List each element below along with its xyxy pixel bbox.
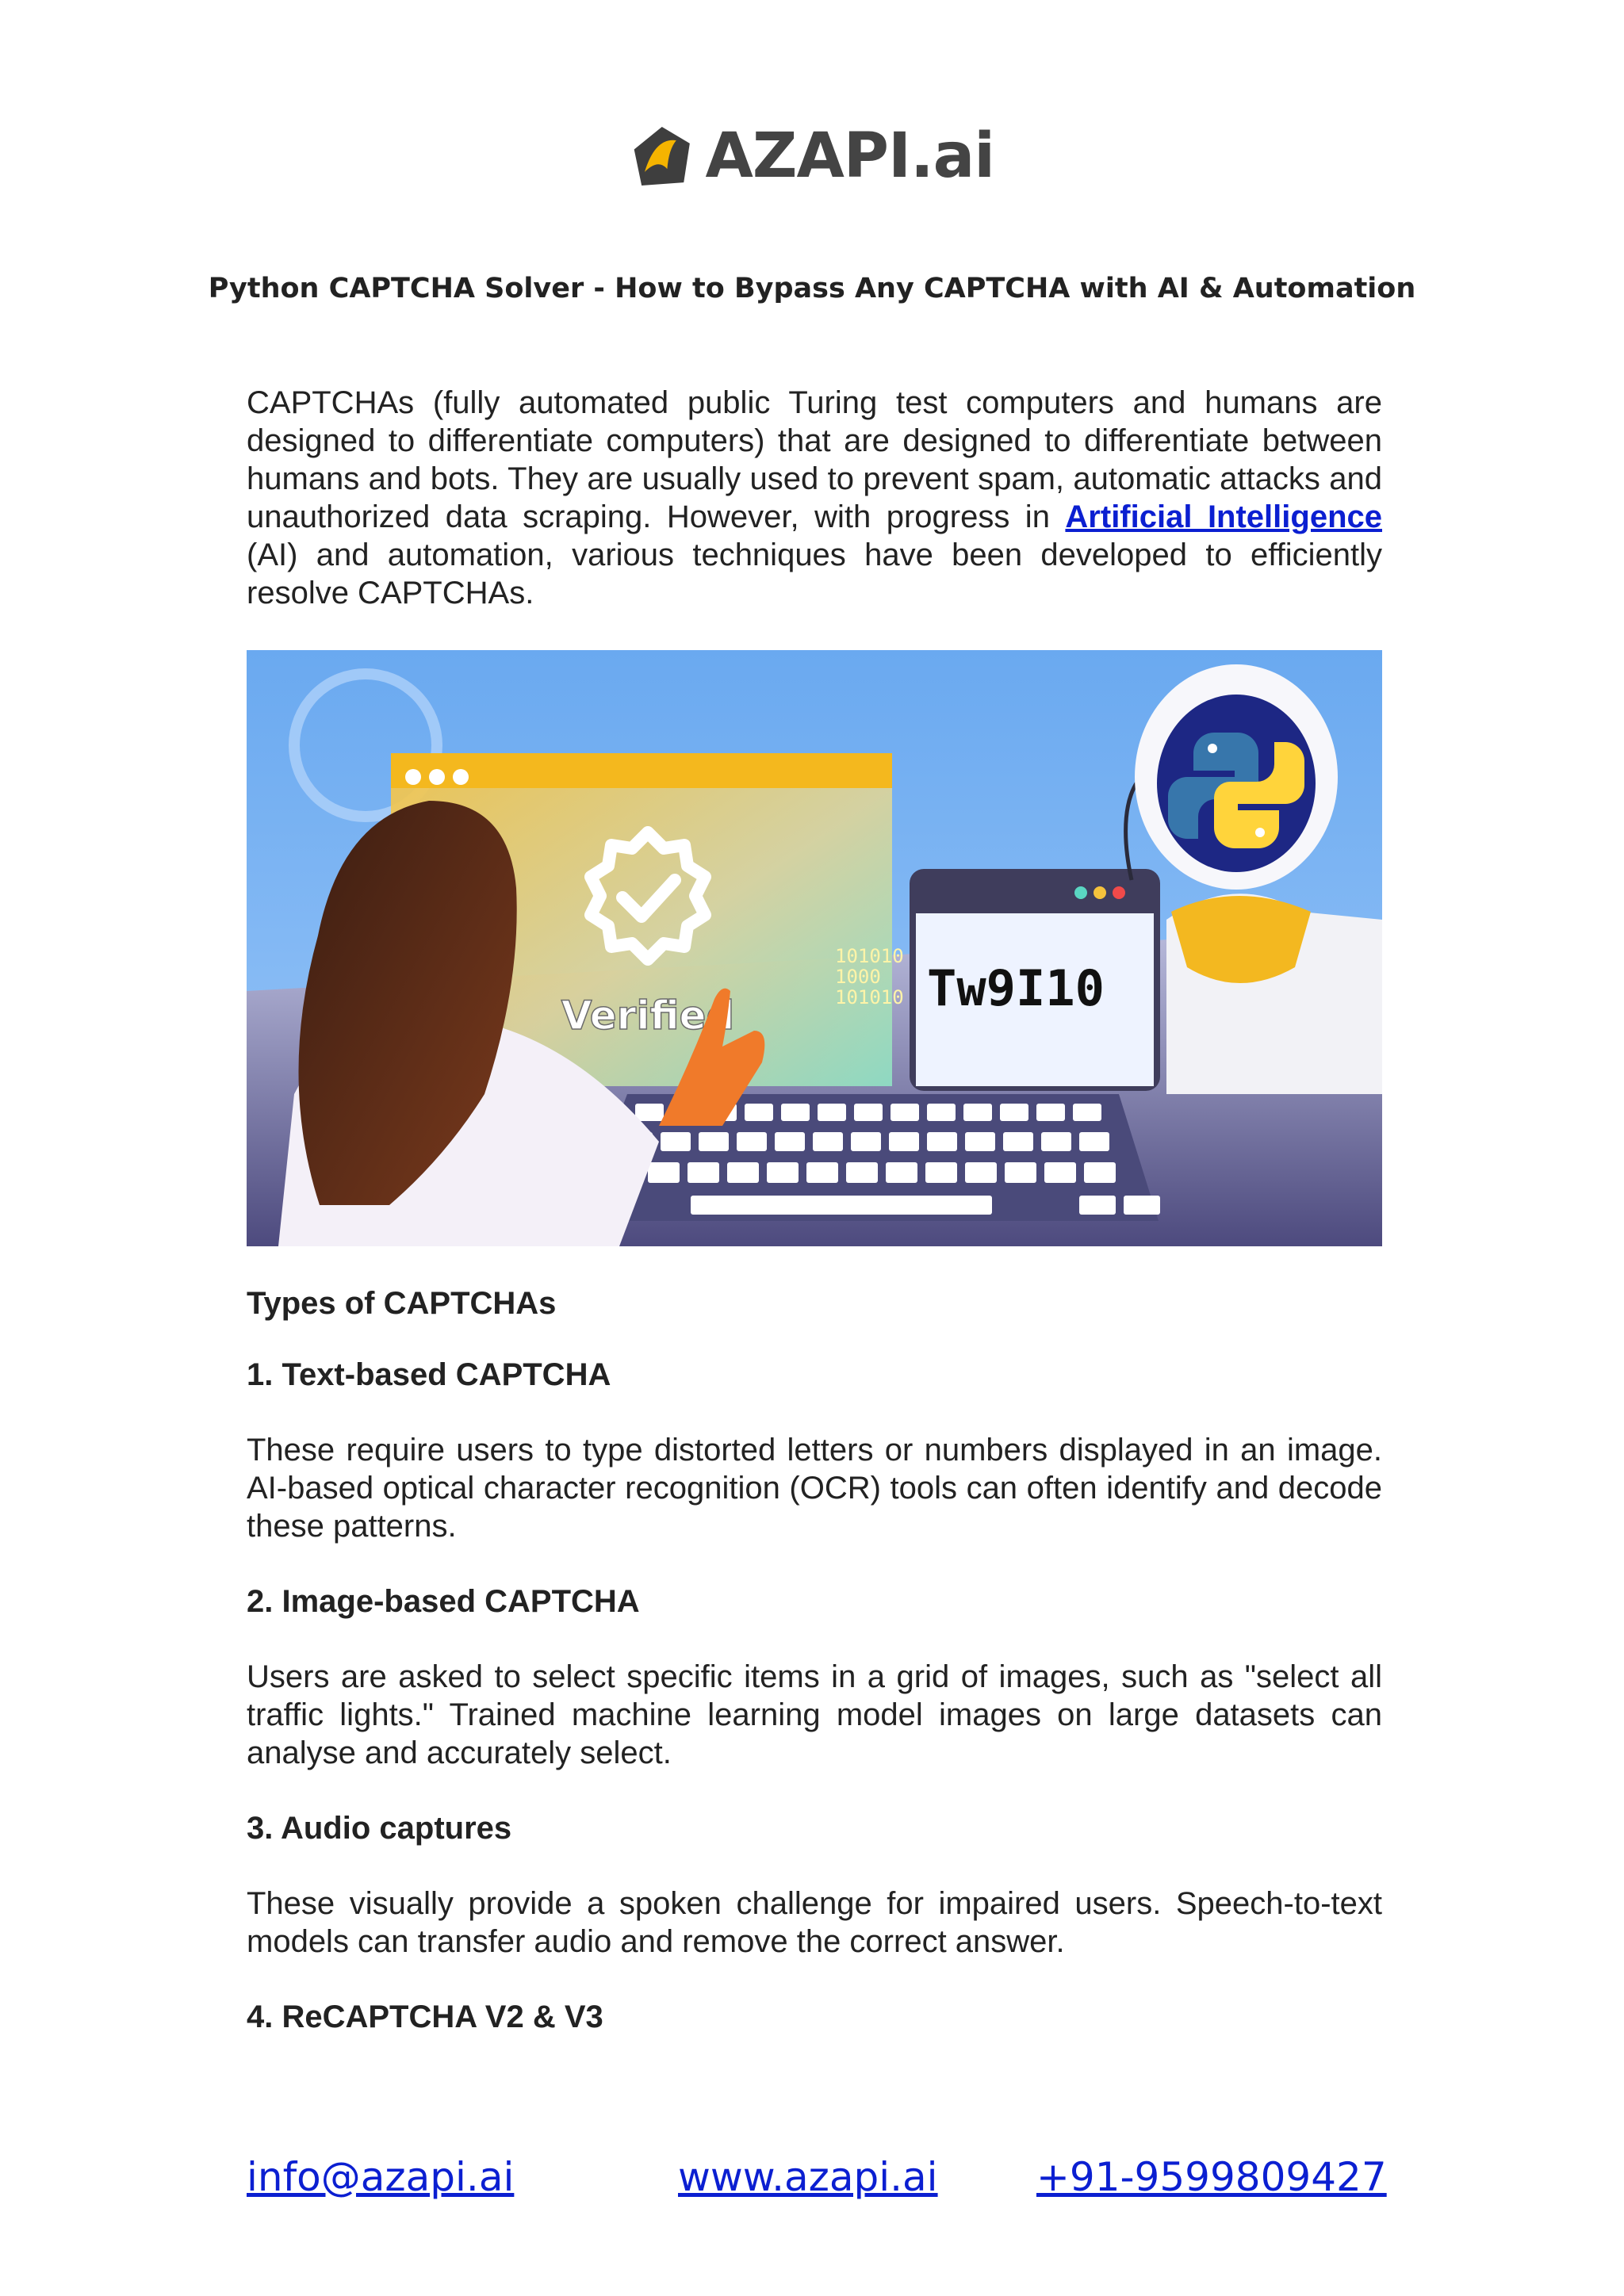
binary-line: 101010 [835,945,904,967]
section-body: Users are asked to select specific items in a grid of images, such as "select all traffic lights." Trained machine learning model images on large datasets can analyse and accurately select. [247,1659,1382,1770]
captcha-text: Tw9I10 [927,959,1105,1017]
section-body: These visually provide a spoken challenge for impaired users. Speech-to-text models can transfer audio and remove the correct answer. [247,1886,1382,1959]
logo [630,119,994,193]
verified-label: Verified [561,993,735,1039]
binary-line: 1000 [835,966,881,988]
intro-text-after: (AI) and automation, various techniques have been developed to efficiently resolve CAPTCHAs. [247,538,1382,610]
intro-paragraph [247,384,1382,612]
section-heading: 3. Audio captures [247,1811,512,1846]
section-heading: 4. ReCAPTCHA V2 & V3 [247,1999,603,2034]
section-heading: 2. Image-based CAPTCHA [247,1584,640,1619]
azapi-logo-icon [630,122,695,190]
footer-phone-link[interactable]: +91-9599809427 [1036,2154,1387,2200]
footer-email-link[interactable]: info@azapi.ai [247,2154,515,2200]
page-title: Python CAPTCHA Solver - How to Bypass Any CAPTCHA with AI & Automation [208,273,1416,304]
footer-website-link[interactable]: www.azapi.ai [678,2154,938,2200]
types-heading: Types of CAPTCHAs [247,1286,557,1321]
intro-text-before: CAPTCHAs (fully automated public Turing test computers and humans are designed to differentiate computers) that are designed to differentiate between humans and bots. They are usually used to prevent spam, automatic attacks and unauthorized data scraping. However, with progress in [247,385,1382,534]
artificial-intelligence-link[interactable]: Artificial Intelligence [1065,499,1382,534]
section-heading: 1. Text-based CAPTCHA [247,1357,611,1392]
logo-text: AZAPI.ai [705,121,994,192]
section-body: These require users to type distorted letters or numbers displayed in an image. AI-based optical character recognition (OCR) tools can often identify and decode these patterns. [247,1433,1382,1544]
hero-illustration [247,650,1382,1246]
binary-line: 101010 [835,986,904,1008]
